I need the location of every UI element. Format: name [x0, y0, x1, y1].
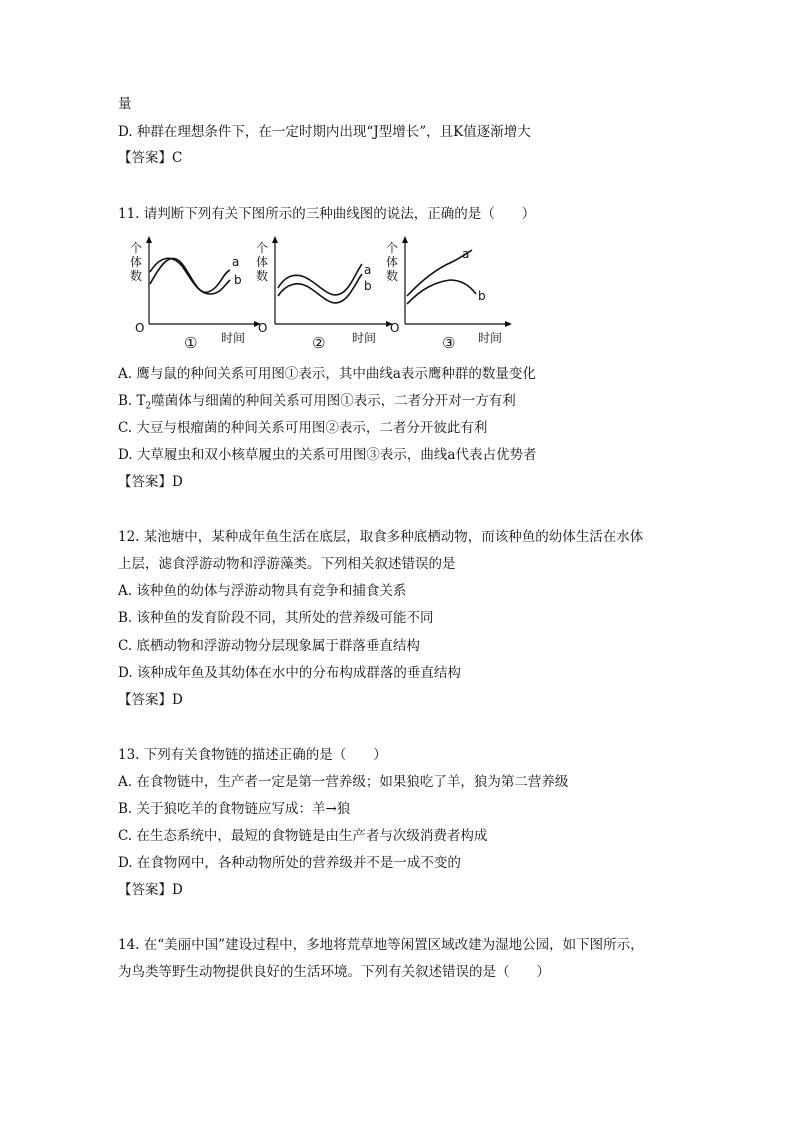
ylabel-char: 体: [386, 255, 399, 269]
ylabel-char: 体: [256, 255, 269, 269]
text-line: 量: [118, 96, 132, 112]
question-12-cont: 上层，滤食浮游动物和浮游藻类。下列相关叙述错误的是: [118, 556, 456, 572]
ylabel-char: 个: [386, 241, 399, 255]
panel-label: ①: [184, 334, 198, 352]
option-a: A. 该种鱼的幼体与浮游动物具有竞争和捕食关系: [118, 583, 407, 599]
curve-b-label: b: [364, 279, 372, 293]
option-b: B. 关于狼吃羊的食物链应写成：羊→狼: [118, 801, 351, 817]
option-b: B. $T_2$噬菌体与细菌的种间关系可用图①表示，二者分开对一方有利: [118, 393, 516, 412]
curve-a-label: a: [232, 255, 240, 269]
origin-label: O: [258, 321, 268, 335]
graph-2: [256, 236, 393, 352]
question-14: 14. 在“美丽中国”建设过程中，多地将荒草地等闲置区域改建为湿地公园，如下图所示，: [118, 937, 644, 953]
curve-b-label: b: [478, 289, 486, 303]
ylabel-char: 体: [130, 255, 143, 269]
question-11: 11. 请判断下列有关下图所示的三种曲线图的说法，正确的是（ ）: [118, 206, 536, 222]
answer: 【答案】C: [118, 150, 183, 166]
curve-figure: [126, 236, 516, 352]
question-14-cont: 为鸟类等野生动物提供良好的生活环境。下列有关叙述错误的是（ ）: [118, 964, 550, 980]
curve-a-label: a: [462, 247, 470, 261]
curve-a-label: a: [364, 263, 372, 277]
curve-a: [150, 258, 230, 292]
option-a: A. 鹰与鼠的种间关系可用图①表示，其中曲线a表示鹰种群的数量变化: [118, 366, 536, 382]
option-c: C. 在生态系统中，最短的食物链是由生产者与次级消费者构成: [118, 828, 488, 844]
question-13: 13. 下列有关食物链的描述正确的是（ ）: [118, 747, 387, 763]
graph-1: [130, 236, 261, 352]
curve-b: [278, 274, 362, 303]
option-c: C. 底栖动物和浮游动物分层现象属于群落垂直结构: [118, 638, 420, 654]
ylabel-char: 数: [256, 269, 269, 283]
answer: 【答案】D: [118, 474, 183, 490]
origin-label: O: [390, 321, 400, 335]
curve-b-label: b: [234, 273, 242, 287]
curve-a: [278, 264, 362, 295]
xlabel: 时间: [352, 331, 377, 345]
answer: 【答案】D: [118, 692, 183, 708]
answer: 【答案】D: [118, 882, 183, 898]
question-12: 12. 某池塘中，某种成年鱼生活在底层，取食多种底栖动物，而该种鱼的幼体生活在水体: [118, 529, 644, 545]
ylabel-char: 个: [130, 241, 143, 255]
xlabel: 时间: [221, 331, 246, 345]
option-d: D. 种群在理想条件下，在一定时期内出现“J型增长”，且K值逐渐增大: [118, 124, 531, 140]
ylabel-char: 数: [130, 269, 143, 283]
ylabel-char: 个: [256, 241, 269, 255]
option-d: D. 在食物网中，各种动物所处的营养级并不是一成不变的: [118, 855, 461, 871]
option-a: A. 在食物链中，生产者一定是第一营养级；如果狼吃了羊，狼为第二营养级: [118, 774, 569, 790]
origin-label: O: [135, 321, 145, 335]
curve-b: [407, 280, 476, 304]
option-b: B. 该种鱼的发育阶段不同，其所处的营养级可能不同: [118, 610, 434, 626]
ylabel-char: 数: [386, 269, 399, 283]
panel-label: ③: [442, 334, 456, 352]
option-c: C. 大豆与根瘤菌的种间关系可用图②表示，二者分开彼此有利: [118, 420, 488, 436]
option-d: D. 该种成年鱼及其幼体在水中的分布构成群落的垂直结构: [118, 665, 461, 681]
xlabel: 时间: [478, 331, 503, 345]
panel-label: ②: [312, 334, 326, 352]
graph-3: [386, 236, 512, 352]
option-d: D. 大草履虫和双小核草履虫的关系可用图③表示，曲线a代表占优势者: [118, 447, 537, 463]
